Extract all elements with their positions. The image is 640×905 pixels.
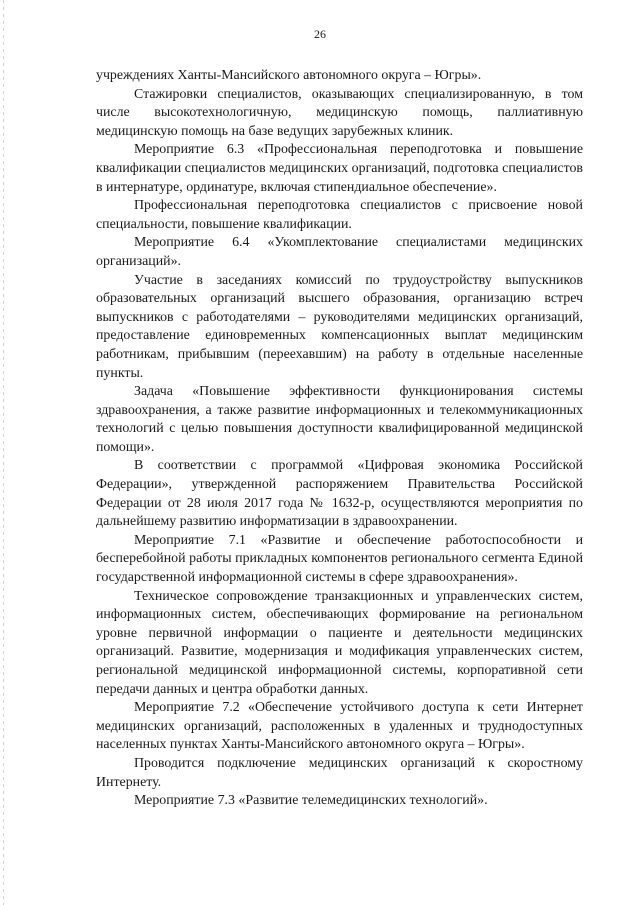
paragraph: Участие в заседаниях комиссий по трудоустройству выпускников образовательных организаций высшего образования, организацию встреч выпускников с работодателями – руководителями медицинских организаций, предоставление единовременных компенсационных выплат медицинским работникам, прибывшим (переехавшим) на работу в отдельные населенные пункты. xyxy=(96,272,583,381)
paragraph: Мероприятие 7.3 «Развитие телемедицинских технологий». xyxy=(134,793,488,809)
paragraph: Мероприятие 7.2 «Обеспечение устойчивого доступа к сети Интернет медицинских организаций, расположенных в удаленных и труднодоступных населенных пунктах Ханты-Мансийского автономного округа – Югры». xyxy=(96,700,583,753)
paragraph: Стажировки специалистов, оказывающих специализированную, в том числе высокотехнологичную, медицинскую помощь, паллиативную медицинскую помощь на базе ведущих зарубежных клиник. xyxy=(96,86,583,139)
scan-edge xyxy=(3,0,4,905)
paragraph: Мероприятие 6.4 «Укомплектование специалистами медицинских организаций». xyxy=(96,235,583,269)
page-number: 26 xyxy=(314,27,326,41)
paragraph: Проводится подключение медицинских организаций к скоростному Интернету. xyxy=(96,755,583,790)
document-body xyxy=(96,67,583,811)
paragraph: Мероприятие 6.3 «Профессиональная переподготовка и повышение квалификации специалистов медицинских организаций, подготовка специалистов в интернатуре, ординатуре, включая стипендиальное обеспечение». xyxy=(96,142,583,195)
paragraph: Профессиональная переподготовка специалистов с присвоение новой специальности, повышение квалификации. xyxy=(96,198,583,232)
paragraph: учреждениях Ханты-Мансийского автономного округа – Югры». xyxy=(96,68,482,83)
paragraph: Техническое сопровождение транзакционных и управленческих систем, информационных систем, обеспечивающих формирование на региональном уровне первичной информации о пациенте и деятельности медицинских организаций. Развитие, модернизация и модификация управленческих систем, региональной медицинской информационной системы, корпоративной сети передачи данных и центра обработки данных. xyxy=(96,588,583,697)
paragraph: Мероприятие 7.1 «Развитие и обеспечение работоспособности и бесперебойной работы прикладных компонентов регионального сегмента Единой государственной информационной системы в сфере здравоохранения». xyxy=(96,532,583,586)
paragraph: В соответствии с программой «Цифровая экономика Российской Федерации», утвержденной распоряжением Правительства Российской Федерации от 28 июля 2017 года № 1632-р, осуществляются мероприятия по дальнейшему развитию информатизации в здравоохранении. xyxy=(96,458,583,530)
paragraph: Задача «Повышение эффективности функционирования системы здравоохранения, а также развитие информационных и телекоммуникационных технологий с целью повышения доступности квалифицированной медицинской помощи». xyxy=(96,384,583,455)
